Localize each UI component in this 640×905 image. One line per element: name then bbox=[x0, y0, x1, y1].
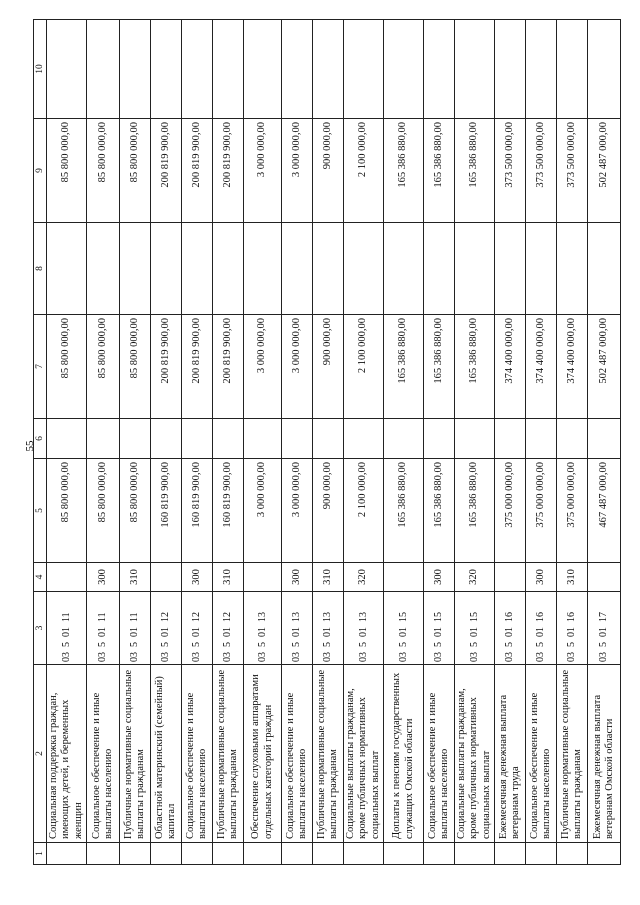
col10-cell bbox=[495, 20, 526, 119]
first-cell bbox=[424, 843, 455, 865]
col10-cell bbox=[213, 20, 244, 119]
col10-cell bbox=[313, 20, 344, 119]
amount-col7-cell: 85 800 000,00 bbox=[47, 315, 87, 419]
amount-col7-cell: 3 000 000,00 bbox=[244, 315, 282, 419]
col6-cell bbox=[384, 419, 424, 459]
code-cell: 03 5 01 11 bbox=[47, 592, 87, 665]
col10-cell bbox=[526, 20, 557, 119]
amount-col9-cell: 165 386 880,00 bbox=[424, 119, 455, 223]
col6-cell bbox=[588, 419, 621, 459]
table-row bbox=[87, 20, 120, 865]
amount-col5-cell: 900 000,00 bbox=[313, 459, 344, 563]
col10-cell bbox=[151, 20, 182, 119]
column-header-6: 6 bbox=[34, 419, 47, 459]
amount-col5-cell: 467 487 000,00 bbox=[588, 459, 621, 563]
code-cell: 03 5 01 16 bbox=[557, 592, 588, 665]
code-cell: 03 5 01 13 bbox=[344, 592, 384, 665]
amount-col7-cell: 85 800 000,00 bbox=[87, 315, 120, 419]
amount-col9-cell: 373 500 000,00 bbox=[526, 119, 557, 223]
col6-cell bbox=[313, 419, 344, 459]
first-cell bbox=[495, 843, 526, 865]
name-cell: Социальные выплаты гражданам, кроме публичных нормативных социальных выплат bbox=[344, 665, 384, 843]
first-cell bbox=[120, 843, 151, 865]
amount-col5-cell: 160 819 900,00 bbox=[213, 459, 244, 563]
first-cell bbox=[213, 843, 244, 865]
name-cell: Социальное обеспечение и иные выплаты населению bbox=[526, 665, 557, 843]
col8-cell bbox=[120, 223, 151, 315]
vr-cell: 310 bbox=[213, 563, 244, 592]
col8-cell bbox=[424, 223, 455, 315]
page-number: 55 bbox=[24, 440, 36, 452]
amount-col7-cell: 900 000,00 bbox=[313, 315, 344, 419]
col6-cell bbox=[344, 419, 384, 459]
col8-cell bbox=[344, 223, 384, 315]
amount-col7-cell: 374 400 000,00 bbox=[526, 315, 557, 419]
col8-cell bbox=[557, 223, 588, 315]
amount-col5-cell: 375 000 000,00 bbox=[526, 459, 557, 563]
vr-cell: 300 bbox=[424, 563, 455, 592]
vr-cell bbox=[244, 563, 282, 592]
vr-cell: 300 bbox=[182, 563, 213, 592]
first-cell bbox=[47, 843, 87, 865]
column-header-9: 9 bbox=[34, 119, 47, 223]
amount-col7-cell: 374 400 000,00 bbox=[495, 315, 526, 419]
table-row bbox=[495, 20, 526, 865]
vr-cell bbox=[495, 563, 526, 592]
table-row bbox=[455, 20, 495, 865]
col10-cell bbox=[455, 20, 495, 119]
vr-cell: 300 bbox=[282, 563, 313, 592]
col6-cell bbox=[151, 419, 182, 459]
first-cell bbox=[313, 843, 344, 865]
vr-cell: 320 bbox=[455, 563, 495, 592]
col6-cell bbox=[526, 419, 557, 459]
amount-col9-cell: 200 819 900,00 bbox=[151, 119, 182, 223]
first-cell bbox=[151, 843, 182, 865]
first-cell bbox=[384, 843, 424, 865]
amount-col7-cell: 3 000 000,00 bbox=[282, 315, 313, 419]
column-header-3: 3 bbox=[34, 592, 47, 665]
amount-col5-cell: 2 100 000,00 bbox=[344, 459, 384, 563]
column-header-7: 7 bbox=[34, 315, 47, 419]
amount-col7-cell: 165 386 880,00 bbox=[455, 315, 495, 419]
vr-cell bbox=[47, 563, 87, 592]
code-cell: 03 5 01 15 bbox=[384, 592, 424, 665]
amount-col7-cell: 85 800 000,00 bbox=[120, 315, 151, 419]
vr-cell: 310 bbox=[120, 563, 151, 592]
name-cell: Ежемесячная денежная выплата ветеранам труда bbox=[495, 665, 526, 843]
code-cell: 03 5 01 16 bbox=[526, 592, 557, 665]
amount-col5-cell: 165 386 880,00 bbox=[455, 459, 495, 563]
code-cell: 03 5 01 12 bbox=[182, 592, 213, 665]
amount-col7-cell: 200 819 900,00 bbox=[151, 315, 182, 419]
amount-col5-cell: 165 386 880,00 bbox=[424, 459, 455, 563]
col8-cell bbox=[588, 223, 621, 315]
col10-cell bbox=[557, 20, 588, 119]
table-row bbox=[384, 20, 424, 865]
col10-cell bbox=[120, 20, 151, 119]
code-cell: 03 5 01 16 bbox=[495, 592, 526, 665]
amount-col7-cell: 200 819 900,00 bbox=[182, 315, 213, 419]
table-row bbox=[282, 20, 313, 865]
col10-cell bbox=[47, 20, 87, 119]
col6-cell bbox=[182, 419, 213, 459]
vr-cell: 310 bbox=[557, 563, 588, 592]
col8-cell bbox=[244, 223, 282, 315]
table-row bbox=[213, 20, 244, 865]
table-row bbox=[526, 20, 557, 865]
table-row bbox=[151, 20, 182, 865]
code-cell: 03 5 01 15 bbox=[424, 592, 455, 665]
amount-col5-cell: 165 386 880,00 bbox=[384, 459, 424, 563]
budget-table-rotated bbox=[33, 20, 615, 865]
amount-col9-cell: 85 800 000,00 bbox=[87, 119, 120, 223]
name-cell: Социальное обеспечение и иные выплаты населению bbox=[282, 665, 313, 843]
name-cell: Социальное обеспечение и иные выплаты населению bbox=[182, 665, 213, 843]
col6-cell bbox=[244, 419, 282, 459]
code-cell: 03 5 01 11 bbox=[87, 592, 120, 665]
code-cell: 03 5 01 12 bbox=[213, 592, 244, 665]
col10-cell bbox=[424, 20, 455, 119]
name-cell: Областной материнский (семейный) капитал bbox=[151, 665, 182, 843]
amount-col7-cell: 165 386 880,00 bbox=[424, 315, 455, 419]
amount-col9-cell: 900 000,00 bbox=[313, 119, 344, 223]
code-cell: 03 5 01 17 bbox=[588, 592, 621, 665]
table-row bbox=[244, 20, 282, 865]
col6-cell bbox=[282, 419, 313, 459]
first-cell bbox=[344, 843, 384, 865]
table-row bbox=[344, 20, 384, 865]
amount-col5-cell: 160 819 900,00 bbox=[182, 459, 213, 563]
name-cell: Публичные нормативные социальные выплаты гражданам bbox=[313, 665, 344, 843]
col8-cell bbox=[87, 223, 120, 315]
col10-cell bbox=[182, 20, 213, 119]
code-cell: 03 5 01 13 bbox=[244, 592, 282, 665]
col6-cell bbox=[495, 419, 526, 459]
code-cell: 03 5 01 11 bbox=[120, 592, 151, 665]
name-cell: Публичные нормативные социальные выплаты гражданам bbox=[120, 665, 151, 843]
code-cell: 03 5 01 13 bbox=[282, 592, 313, 665]
first-cell bbox=[87, 843, 120, 865]
col8-cell bbox=[282, 223, 313, 315]
name-cell: Социальные выплаты гражданам, кроме публичных нормативных социальных выплат bbox=[455, 665, 495, 843]
name-cell: Публичные нормативные социальные выплаты гражданам bbox=[213, 665, 244, 843]
vr-cell bbox=[151, 563, 182, 592]
col8-cell bbox=[151, 223, 182, 315]
col10-cell bbox=[244, 20, 282, 119]
first-cell bbox=[455, 843, 495, 865]
amount-col9-cell: 200 819 900,00 bbox=[213, 119, 244, 223]
col10-cell bbox=[384, 20, 424, 119]
amount-col9-cell: 373 500 000,00 bbox=[557, 119, 588, 223]
column-header-8: 8 bbox=[34, 223, 47, 315]
vr-cell: 300 bbox=[87, 563, 120, 592]
name-cell: Публичные нормативные социальные выплаты гражданам bbox=[557, 665, 588, 843]
name-cell: Ежемесячная денежная выплата ветеранам Омской области bbox=[588, 665, 621, 843]
amount-col9-cell: 3 000 000,00 bbox=[282, 119, 313, 223]
amount-col7-cell: 2 100 000,00 bbox=[344, 315, 384, 419]
name-cell: Доплаты к пенсиям государственных служащих Омской области bbox=[384, 665, 424, 843]
col6-cell bbox=[87, 419, 120, 459]
vr-cell bbox=[588, 563, 621, 592]
col6-cell bbox=[557, 419, 588, 459]
code-cell: 03 5 01 13 bbox=[313, 592, 344, 665]
col6-cell bbox=[47, 419, 87, 459]
amount-col5-cell: 85 800 000,00 bbox=[120, 459, 151, 563]
first-cell bbox=[526, 843, 557, 865]
first-cell bbox=[244, 843, 282, 865]
vr-cell: 310 bbox=[313, 563, 344, 592]
amount-col9-cell: 502 487 000,00 bbox=[588, 119, 621, 223]
table-row bbox=[120, 20, 151, 865]
amount-col5-cell: 3 000 000,00 bbox=[282, 459, 313, 563]
name-cell: Социальная поддержка граждан, имеющих детей, и беременных женщин bbox=[47, 665, 87, 843]
table-row bbox=[182, 20, 213, 865]
column-header-5: 5 bbox=[34, 459, 47, 563]
table-row bbox=[47, 20, 87, 865]
amount-col5-cell: 375 000 000,00 bbox=[557, 459, 588, 563]
amount-col5-cell: 85 800 000,00 bbox=[87, 459, 120, 563]
col8-cell bbox=[47, 223, 87, 315]
col8-cell bbox=[213, 223, 244, 315]
name-cell: Социальное обеспечение и иные выплаты населению bbox=[424, 665, 455, 843]
amount-col7-cell: 165 386 880,00 bbox=[384, 315, 424, 419]
amount-col9-cell: 3 000 000,00 bbox=[244, 119, 282, 223]
amount-col5-cell: 375 000 000,00 bbox=[495, 459, 526, 563]
vr-cell: 320 bbox=[344, 563, 384, 592]
table-row bbox=[557, 20, 588, 865]
col8-cell bbox=[384, 223, 424, 315]
table-row bbox=[313, 20, 344, 865]
vr-cell: 300 bbox=[526, 563, 557, 592]
column-header-1: 1 bbox=[34, 843, 47, 865]
amount-col5-cell: 3 000 000,00 bbox=[244, 459, 282, 563]
amount-col5-cell: 160 819 900,00 bbox=[151, 459, 182, 563]
col8-cell bbox=[495, 223, 526, 315]
table-body bbox=[47, 20, 621, 865]
column-header-10: 10 bbox=[34, 20, 47, 119]
name-cell: Социальное обеспечение и иные выплаты населению bbox=[87, 665, 120, 843]
table-row bbox=[588, 20, 621, 865]
first-cell bbox=[182, 843, 213, 865]
column-header-2: 2 bbox=[34, 665, 47, 843]
col6-cell bbox=[213, 419, 244, 459]
table-header-row bbox=[34, 20, 47, 865]
amount-col9-cell: 2 100 000,00 bbox=[344, 119, 384, 223]
col8-cell bbox=[182, 223, 213, 315]
col8-cell bbox=[455, 223, 495, 315]
col10-cell bbox=[588, 20, 621, 119]
first-cell bbox=[588, 843, 621, 865]
first-cell bbox=[282, 843, 313, 865]
budget-table bbox=[33, 19, 621, 865]
table-row bbox=[424, 20, 455, 865]
code-cell: 03 5 01 12 bbox=[151, 592, 182, 665]
code-cell: 03 5 01 15 bbox=[455, 592, 495, 665]
col10-cell bbox=[282, 20, 313, 119]
col6-cell bbox=[120, 419, 151, 459]
amount-col9-cell: 165 386 880,00 bbox=[455, 119, 495, 223]
vr-cell bbox=[384, 563, 424, 592]
first-cell bbox=[557, 843, 588, 865]
name-cell: Обеспечение слуховыми аппаратами отдельных категорий граждан bbox=[244, 665, 282, 843]
amount-col7-cell: 374 400 000,00 bbox=[557, 315, 588, 419]
amount-col9-cell: 165 386 880,00 bbox=[384, 119, 424, 223]
amount-col9-cell: 85 800 000,00 bbox=[120, 119, 151, 223]
column-header-4: 4 bbox=[34, 563, 47, 592]
col6-cell bbox=[424, 419, 455, 459]
amount-col9-cell: 200 819 900,00 bbox=[182, 119, 213, 223]
col8-cell bbox=[526, 223, 557, 315]
col10-cell bbox=[344, 20, 384, 119]
amount-col9-cell: 85 800 000,00 bbox=[47, 119, 87, 223]
col8-cell bbox=[313, 223, 344, 315]
amount-col7-cell: 502 487 000,00 bbox=[588, 315, 621, 419]
amount-col5-cell: 85 800 000,00 bbox=[47, 459, 87, 563]
amount-col9-cell: 373 500 000,00 bbox=[495, 119, 526, 223]
col10-cell bbox=[87, 20, 120, 119]
amount-col7-cell: 200 819 900,00 bbox=[213, 315, 244, 419]
col6-cell bbox=[455, 419, 495, 459]
